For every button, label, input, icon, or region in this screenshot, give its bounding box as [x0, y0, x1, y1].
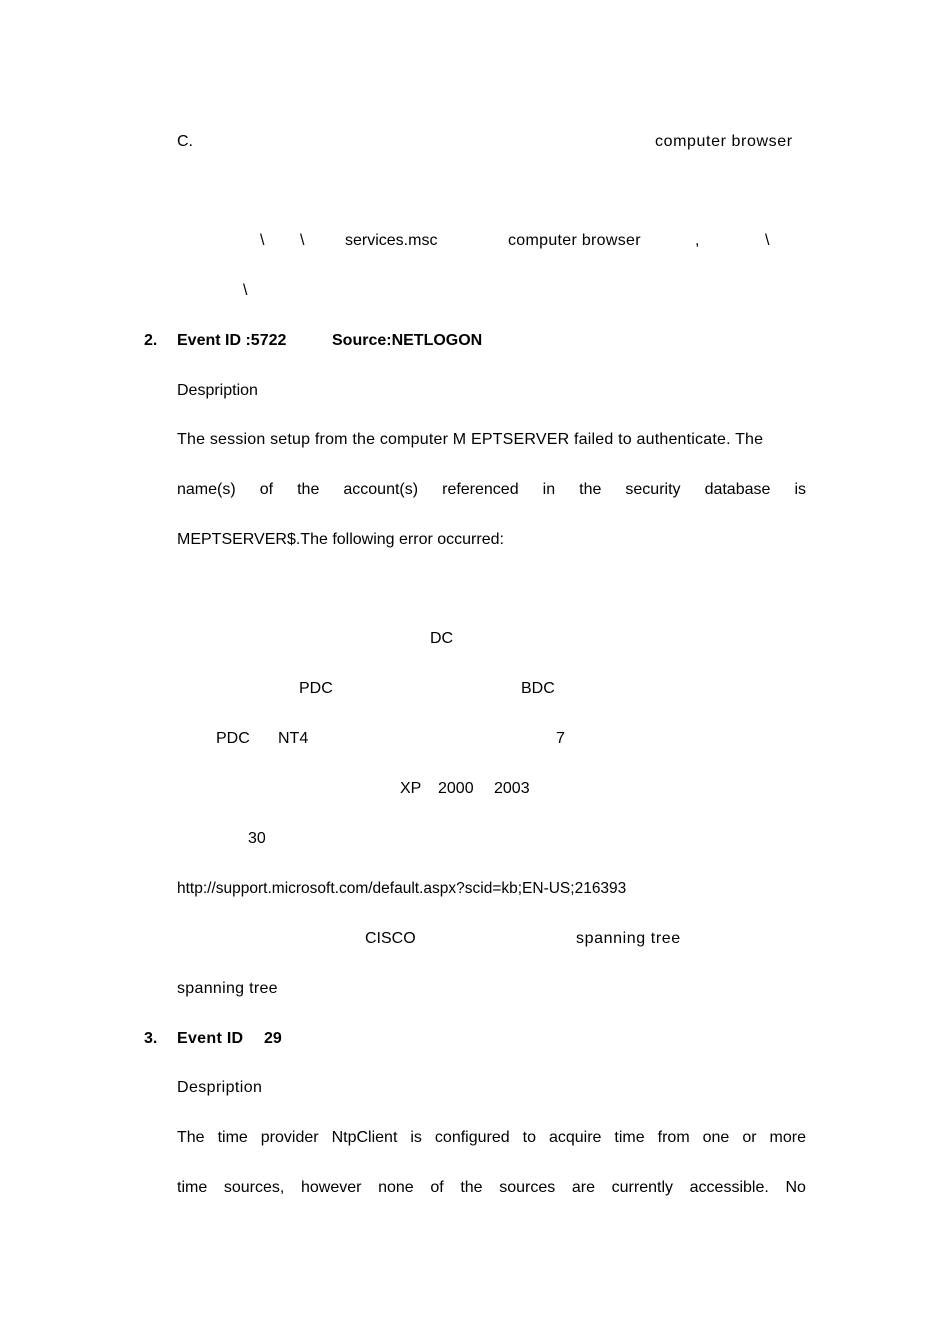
- word: security: [625, 481, 681, 498]
- section-c-marker: C.: [177, 133, 193, 150]
- event2-description-label: Despription: [177, 382, 258, 399]
- word: the: [579, 481, 602, 498]
- event3-para-line-1: [177, 1128, 806, 1148]
- word: of: [430, 1179, 444, 1196]
- kb-article-url: http://support.microsoft.com/default.aspx?scid=kb;EN-US;216393: [177, 880, 627, 897]
- computer-browser-text: computer browser: [655, 133, 793, 150]
- backslash-3: \: [765, 232, 770, 249]
- word: acquire: [548, 1129, 602, 1146]
- computer-browser-text-2: computer browser: [508, 232, 641, 249]
- word: none: [378, 1179, 414, 1196]
- comma-text: ,: [695, 232, 700, 249]
- word: NtpClient: [331, 1129, 398, 1146]
- cisco-text: CISCO: [365, 930, 416, 947]
- event2-para-line-1: The session setup from the computer M EPTSERVER failed to authenticate. The: [177, 431, 764, 448]
- pdc-text-2: PDC: [216, 730, 250, 747]
- word: No: [785, 1179, 806, 1196]
- event2-para-line-2: [177, 480, 806, 500]
- event3-id-heading: Event ID: [177, 1030, 244, 1047]
- spanning-tree-text-2: spanning tree: [177, 980, 278, 997]
- spanning-tree-text: spanning tree: [576, 930, 681, 947]
- word: of: [259, 481, 274, 498]
- word: more: [769, 1129, 806, 1146]
- word: time: [217, 1129, 248, 1146]
- word: provider: [260, 1129, 319, 1146]
- word: sources,: [223, 1179, 285, 1196]
- word: time: [177, 1179, 208, 1196]
- event2-id-heading: Event ID :5722: [177, 332, 287, 349]
- word: or: [742, 1129, 757, 1146]
- pdc-text: PDC: [299, 680, 333, 697]
- word: accessible.: [689, 1179, 769, 1196]
- event3-id-value: 29: [264, 1030, 282, 1047]
- word: is: [794, 481, 806, 498]
- word: name(s): [177, 481, 236, 498]
- word: database: [704, 481, 771, 498]
- word: sources: [499, 1179, 556, 1196]
- word: time: [614, 1129, 645, 1146]
- thirty-text: 30: [248, 830, 266, 847]
- event3-description-label: Despription: [177, 1079, 263, 1096]
- event3-para-line-2: [177, 1178, 806, 1198]
- event2-source-heading: Source:NETLOGON: [332, 332, 483, 349]
- backslash-2: \: [300, 232, 305, 249]
- word: however: [300, 1179, 362, 1196]
- xp-text: XP: [400, 780, 422, 797]
- bdc-text: BDC: [521, 680, 555, 697]
- year-2000-text: 2000: [438, 780, 474, 797]
- word: account(s): [343, 481, 419, 498]
- backslash-1: \: [260, 232, 265, 249]
- word: The: [177, 1129, 205, 1146]
- services-msc-text: services.msc: [345, 232, 438, 249]
- event3-number: 3.: [144, 1030, 158, 1047]
- word: referenced: [442, 481, 519, 498]
- word: is: [410, 1129, 422, 1146]
- word: the: [297, 481, 320, 498]
- word: the: [460, 1179, 483, 1196]
- backslash-4: \: [243, 282, 248, 299]
- event2-para-line-3: MEPTSERVER$.The following error occurred:: [177, 531, 504, 548]
- word: in: [542, 481, 556, 498]
- word: one: [702, 1129, 730, 1146]
- word: are: [571, 1179, 596, 1196]
- year-2003-text: 2003: [494, 780, 530, 797]
- nt4-text: NT4: [278, 730, 309, 747]
- word: configured: [434, 1129, 510, 1146]
- word: currently: [611, 1179, 674, 1196]
- seven-text: 7: [556, 730, 565, 747]
- event2-number: 2.: [144, 332, 158, 349]
- dc-text: DC: [430, 630, 454, 647]
- word: from: [657, 1129, 690, 1146]
- word: to: [522, 1129, 536, 1146]
